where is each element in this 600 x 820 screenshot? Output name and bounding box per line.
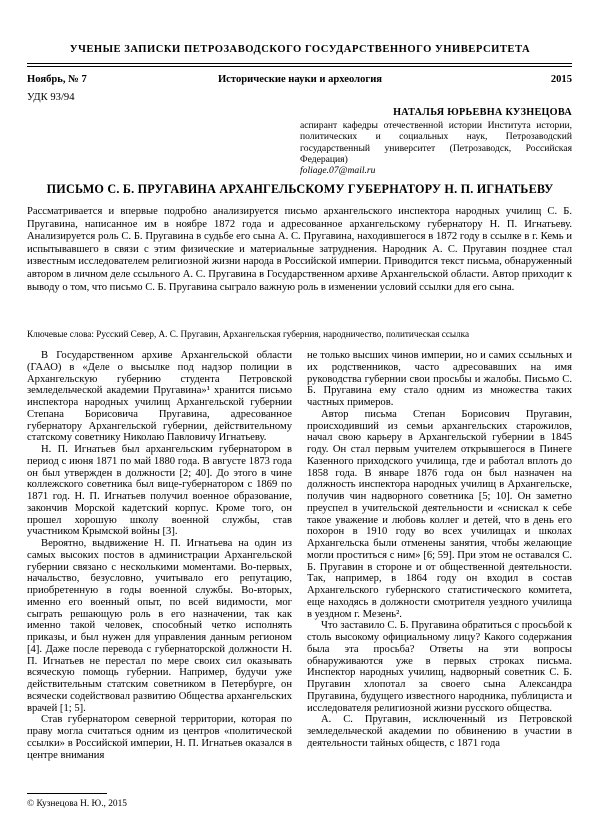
paragraph: В Государственном архиве Архангельской области (ГААО) в «Деле о высылке под надзор полиции в Архангельскую губернию студента Петровской земледельческой академии Пругавина»¹ хранится письмо инспектора народных училищ Архангельской губернии Степана Борисовича Пругавина, адресованное губернатору Архангельской губернии, действительному статскому советнику Николаю Павловичу Игнатьеву. [27,350,292,444]
header-rule-top [27,63,572,64]
article-title: ПИСЬМО С. Б. ПРУГАВИНА АРХАНГЕЛЬСКОМУ ГУБЕРНАТОРУ Н. П. ИГНАТЬЕВУ [46,182,554,196]
journal-title: УЧЕНЫЕ ЗАПИСКИ ПЕТРОЗАВОДСКОГО ГОСУДАРСТВЕННОГО УНИВЕРСИТЕТА [69,44,531,55]
paragraph: Что заставило С. Б. Пругавина обратиться с просьбой к столь высокому официальному лицу? Какого содержания была эта просьба? Ответы на эти вопросы обнаруживаются уже в первых строках письма. Инспектор народных училищ, надворный советник С. Б. Пругавин хлопотал за своего сына Александра Пругавина, будущего известного народника, публициста и исследователя религиозной жизни русского общества. [307,620,572,714]
body-column-left [27,350,292,761]
issue-year: 2015 [550,74,572,85]
paragraph: Автор письма Степан Борисович Пругавин, происходивший из семьи архангельских старожилов, начал свою карьеру в Архангельской губернии в 1845 году. Он стал первым учителем открывшегося в Пинеге Казенного приходского училища, где и работал вплоть до 1858 года. В январе 1876 года он был назначен на должность инспектора народных училищ в Архангельске, получив чин надворного советника [5; 10]. Он заметно преуспел в учительской деятельности и «снискал к себе такое уважение и любовь коллег и детей, что в день его похорон в 1910 году во всех училищах и школах Архангельска были отменены занятия, чтобы желающие могли проститься с ним» [6; 59]. При этом не оставался С. Б. Пругавин в стороне и от общественной деятельности. Так, например, в 1864 году он входил в состав Архангельского губернского статистического комитета, еще находясь в должности смотрителя уездного училища в уездном г. Мезень². [307,408,572,620]
header-rule-bottom [27,66,572,67]
author-email: foliage.07@mail.ru [300,165,376,177]
paragraph: Вероятно, выдвижение Н. П. Игнатьева на один из самых высоких постов в администрации Архангельской губернии связано с несколькими моментами. Во-первых, начальство, безусловно, учитывало его репутацию, приобретенную в годы военной службы. Во-вторых, именно его военный опыт, по всей видимости, мог сыграть решающую роль в его назначении, так как именно такой человек, способный четко исполнять приказы, и был нужен для управления данным регионом [4]. Даже после перевода с губернаторской должности Н. П. Игнатьев не перестал по мере своих сил оказывать всяческую помощь губернии. Например, будучи уже действительным статским советником в Петербурге, он всячески содействовал развитию Общества архангельских врачей [1; 5]. [27,538,292,714]
udk-code: УДК 93/94 [27,92,75,103]
author-affiliation: аспирант кафедры отечественной истории Института истории, политических и социальных наук, Петрозаводский государственный университет (Петрозаводск, Российская Федерация) [300,120,572,165]
paragraph: А. С. Пругавин, исключенный из Петровской земледельческой академии по обвинению в участии в деятельности тайных обществ, с 1871 года [307,714,572,749]
author-name: НАТАЛЬЯ ЮРЬЕВНА КУЗНЕЦОВА [393,107,572,118]
issue-number: Ноябрь, № 7 [27,74,87,85]
paragraph: Став губернатором северной территории, которая по праву могла считаться одним из центров «политической ссылки» в Российской империи, Н. П. Игнатьев оказался в центре внимания [27,714,292,761]
copyright: © Кузнецова Н. Ю., 2015 [27,799,127,809]
paragraph: Н. П. Игнатьев был архангельским губернатором в период с июня 1871 по май 1880 года. В августе 1873 года он был утвержден в должности [2; 40]. До этого в чине коллежского советника был вице-губернатором с 1869 по 1871 год. Н. П. Игнатьев получил военное образование, закончив Морской кадетский корпус. Кроме того, он прошел хорошую школу военной службы, став участником Крымской войны [3]. [27,444,292,538]
abstract: Рассматривается и впервые подробно анализируется письмо архангельского инспектора народных училищ С. Б. Пругавина, написанное им в ноябре 1872 года и адресованное архангельскому губернатору Н. П. Игнатьеву. Анализируется роль С. Б. Пругавина в судьбе его сына А. С. Пругавина, находившегося в 1872 году в ссылке в г. Кемь и испытывавшего в связи с этим физические и материальные затруднения. Народник А. С. Пругавин позднее стал известным исследователем религиозной жизни народа в Российской империи. Приводится текст письма, обнаруженный автором в личном деле ссыльного А. С. Пругавина в Государственном архиве Архангельской области. Автор приходит к выводу о том, что письмо С. Б. Пругавина сыграло важную роль в изменении условий ссылки для его сына. [27,206,572,293]
paragraph-continued: не только высших чинов империи, но и самих ссыльных и их родственников, часто адресовавших на имя руководства губернии свои просьбы и жалобы. Письмо С. Б. Пругавина ему стало одним из множества таких частных примеров. [307,350,572,408]
body-column-right [307,350,572,750]
section-name: Исторические науки и археология [217,74,383,85]
footnote-rule [27,793,107,794]
author-block [300,107,572,176]
keywords: Ключевые слова: Русский Север, А. С. Пругавин, Архангельская губерния, народничество, политическая ссылка [27,329,470,339]
